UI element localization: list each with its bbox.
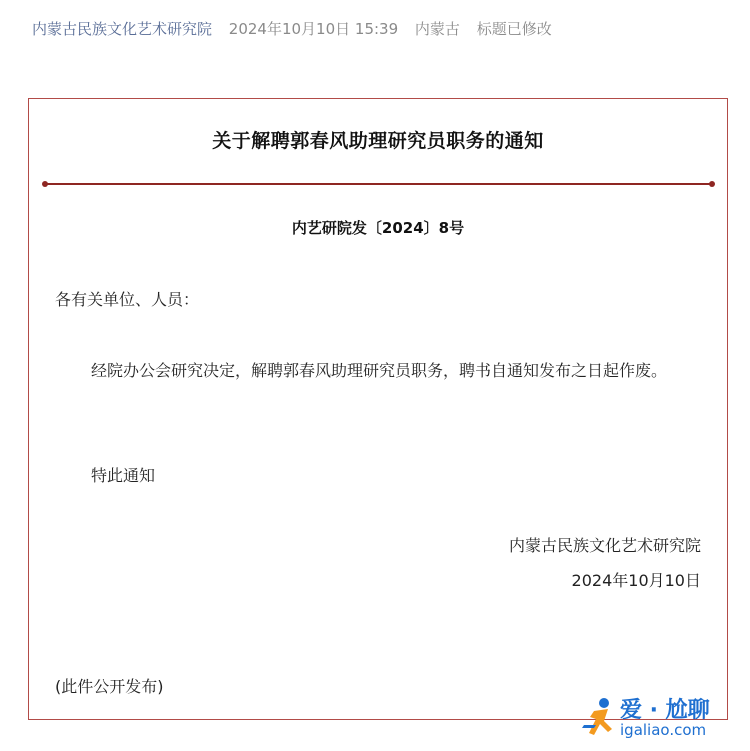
publish-note: (此件公开发布) <box>55 677 164 696</box>
document-number: 内艺研院发〔2024〕8号 <box>291 219 465 237</box>
edited-note: 标题已修改 <box>476 20 552 38</box>
closing-line: 特此通知 <box>91 466 156 485</box>
body-paragraph: 经院办公会研究决定，解聘郭春风助理研究员职务，聘书自通知发布之日起作废。 <box>91 361 668 380</box>
account-name-link[interactable]: 内蒙古民族文化艺术研究院 <box>32 20 213 38</box>
notice-document <box>28 98 728 720</box>
runner-logo-icon <box>580 695 620 739</box>
watermark-url: igaliao.com <box>620 721 707 739</box>
red-divider <box>45 183 712 185</box>
site-watermark <box>580 691 740 743</box>
publish-datetime: 2024年10月10日 15:39 <box>228 20 399 38</box>
watermark-brand: 爱 · 尬聊 <box>620 698 710 723</box>
salutation: 各有关单位、人员： <box>55 290 200 309</box>
region-label: 内蒙古 <box>414 20 460 38</box>
signature-date: 2024年10月10日 <box>571 571 701 590</box>
signature-organization: 内蒙古民族文化艺术研究院 <box>508 536 701 555</box>
document-title: 关于解聘郭春风助理研究员职务的通知 <box>212 130 544 152</box>
article-meta-bar <box>32 18 552 39</box>
divider-left-dot <box>42 181 48 187</box>
divider-right-dot <box>709 181 715 187</box>
